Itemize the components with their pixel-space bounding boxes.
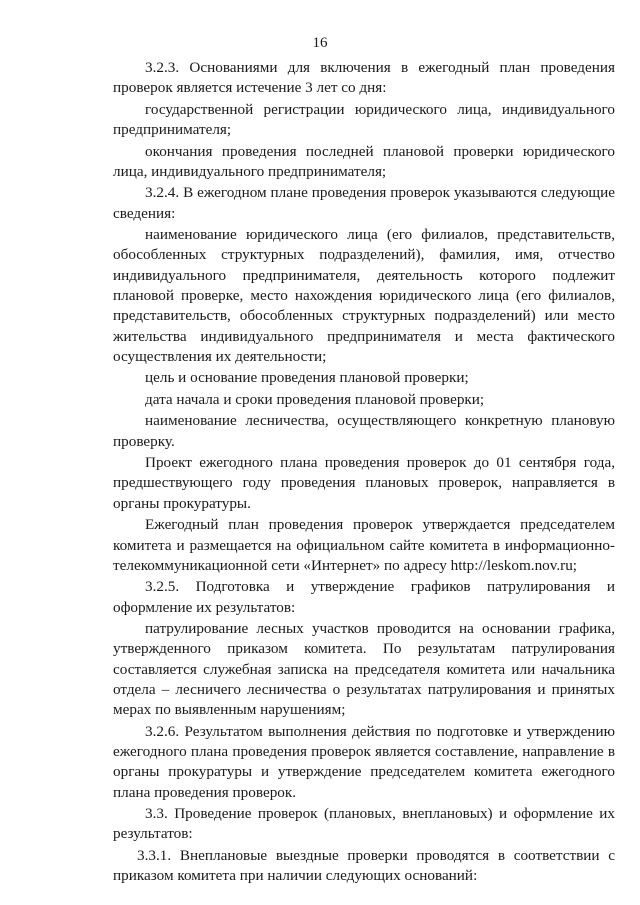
paragraph: 3.2.4. В ежегодном плане проведения проверок указываются следующие сведения: <box>113 184 615 222</box>
paragraph: наименование лесничества, осуществляющего конкретную плановую проверку. <box>113 412 615 450</box>
paragraph: 3.3.1. Внеплановые выездные проверки проводятся в соответствии с приказом комитета при наличии следующих оснований: <box>113 846 615 885</box>
paragraph: 3.2.5. Подготовка и утверждение графиков патрулирования и оформление их результатов: <box>113 578 615 616</box>
paragraph: цель и основание проведения плановой проверки; <box>145 369 469 387</box>
paragraph: Проект ежегодного плана проведения проверок до 01 сентября года, предшествующего году проведения плановых проверок, направляется в органы прокуратуры. <box>113 454 615 512</box>
paragraph: 3.2.6. Результатом выполнения действия по подготовке и утверждению ежегодного плана проведения проверок является составление, направление в органы прокуратуры и утверждение председателем комитета ежегодного плана проведения проверок. <box>113 722 615 801</box>
paragraph: 3.3. Проведение проверок (плановых, внеплановых) и оформление их результатов: <box>113 805 615 843</box>
page-number: 16 <box>312 35 328 51</box>
paragraph: государственной регистрации юридического лица, индивидуального предпринимателя; <box>113 100 615 139</box>
document-body <box>113 58 615 888</box>
paragraph: наименование юридического лица (его филиалов, представительств, обособленных структурных подразделений), фамилия, имя, отчество индивидуального предпринимателя, деятельность которого подлежит плановой проверке, место нахождения юридического лица (его филиалов, представительств, обособленных структурных подразделений) или место жительства индивидуального предпринимателя и места фактического осуществления их деятельности; <box>113 226 615 365</box>
paragraph: дата начала и сроки проведения плановой проверки; <box>145 390 485 408</box>
paragraph: 3.2.3. Основаниями для включения в ежегодный план проведения проверок является истечение 3 лет со дня: <box>113 59 615 97</box>
paragraph: окончания проведения последней плановой проверки юридического лица, индивидуального предпринимателя; <box>113 142 615 180</box>
paragraph: Ежегодный план проведения проверок утверждается председателем комитета и размещается на официальном сайте комитета в информационно-телекоммуникационной сети «Интернет» по адресу http://leskom.nov.ru; <box>113 516 615 574</box>
paragraph: патрулирование лесных участков проводится на основании графика, утвержденного приказом комитета. По результатам патрулирования составляется служебная записка на председателя комитета или начальника отдела – лесничего лесничества о результатах патрулирования и принятых мерах по выявленным нарушениям; <box>113 620 615 719</box>
